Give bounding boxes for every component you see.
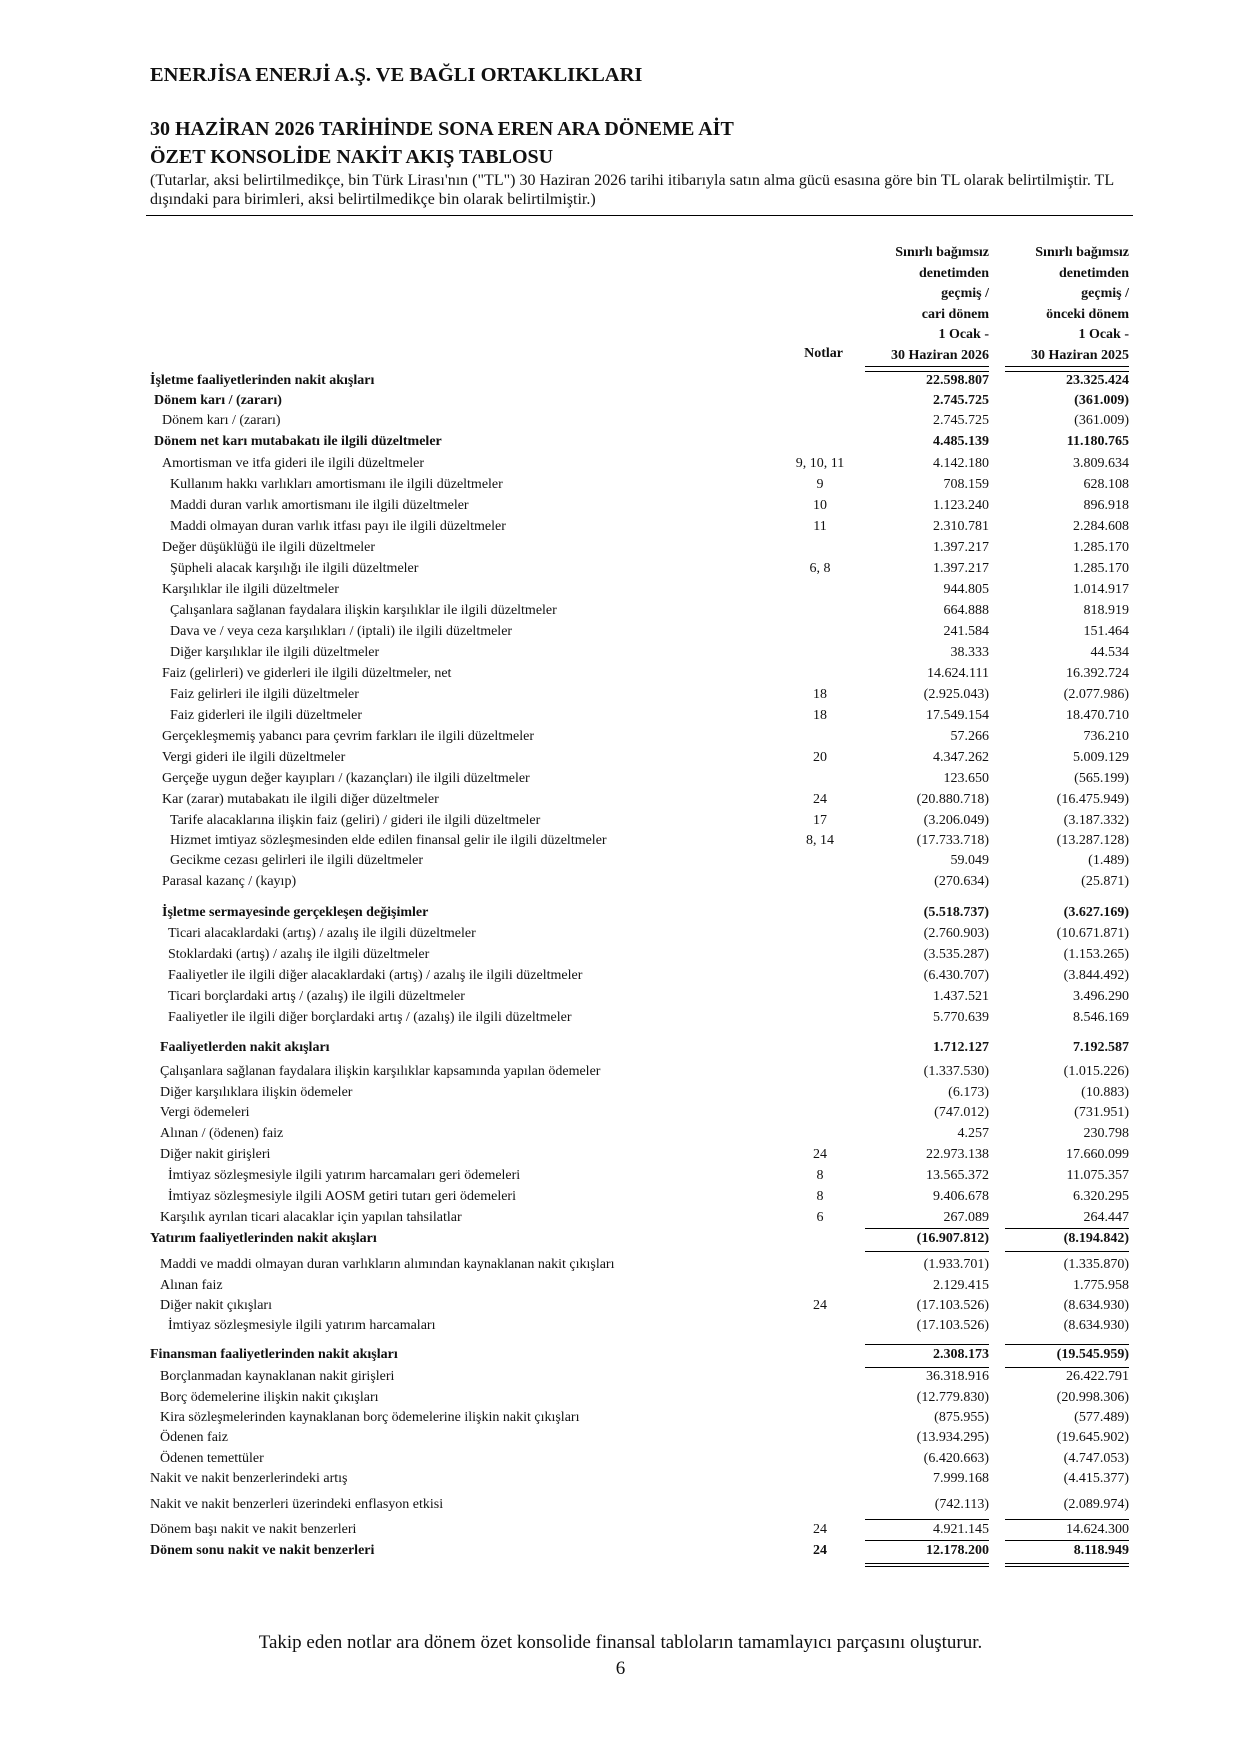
row-label: Kira sözleşmelerinden kaynaklanan borç ödemelerine ilişkin nakit çıkışları — [160, 1410, 580, 1425]
row-value-previous: (2.077.986) — [1063, 687, 1129, 702]
row-value-previous: 16.392.724 — [1066, 666, 1129, 681]
row-value-previous: 264.447 — [1083, 1210, 1129, 1225]
row-label: Faiz (gelirleri) ve giderleri ile ilgili düzeltmeler, net — [162, 666, 452, 681]
row-value-previous: (8.194.842) — [1063, 1231, 1129, 1246]
row-value-current: 7.999.168 — [933, 1471, 989, 1486]
table-row — [0, 1543, 1241, 1563]
table-row — [0, 624, 1241, 644]
column-header-line: Sınırlı bağımsız — [895, 245, 989, 260]
row-label: Alınan faiz — [160, 1278, 223, 1293]
table-row — [0, 1147, 1241, 1167]
row-value-current: 36.318.916 — [926, 1369, 989, 1384]
row-value-previous: 3.809.634 — [1073, 456, 1129, 471]
column-header-underline — [865, 366, 989, 367]
row-label: Gerçekleşmemiş yabancı para çevrim farkları ile ilgili düzeltmeler — [162, 729, 534, 744]
table-row — [0, 413, 1241, 433]
row-label: Diğer karşılıklara ilişkin ödemeler — [160, 1085, 353, 1100]
total-rule — [1005, 1563, 1129, 1564]
row-label: Ödenen faiz — [160, 1430, 229, 1445]
row-value-current: (17.103.526) — [916, 1318, 989, 1333]
row-value-previous: 151.464 — [1083, 624, 1129, 639]
table-row — [0, 373, 1241, 393]
row-label: Çalışanlara sağlanan faydalara ilişkin karşılıklar ile ilgili düzeltmeler — [170, 603, 557, 618]
row-value-current: (16.907.812) — [916, 1231, 989, 1246]
table-row — [0, 1040, 1241, 1060]
row-value-current: 1.712.127 — [933, 1040, 989, 1055]
row-value-previous: (10.883) — [1081, 1085, 1129, 1100]
row-note: 6, 8 — [809, 561, 831, 576]
statement-subtitle: (Tutarlar, aksi belirtilmedikçe, bin Türk Lirası'nın ("TL") 30 Haziran 2026 tarihi itibarıyla satın alma gücü esasına göre bin TL olarak belirtilmiştir. TL dışındaki para birimleri, aksi belirtilmedikçe bin olarak belirtilmiştir.) — [150, 172, 1114, 208]
column-header-previous — [1005, 243, 1129, 366]
row-label: Yatırım faaliyetlerinden nakit akışları — [150, 1231, 377, 1246]
table-row — [0, 708, 1241, 728]
table-row — [0, 1410, 1241, 1430]
column-header-line: geçmiş / — [941, 286, 989, 301]
row-value-current: (742.113) — [934, 1497, 989, 1512]
row-note: 8, 14 — [806, 833, 834, 848]
notes-column-header: Notlar — [804, 346, 843, 361]
total-rule — [865, 1251, 989, 1252]
row-value-previous: (565.199) — [1074, 771, 1129, 786]
row-label: Maddi ve maddi olmayan duran varlıkların alımından kaynaklanan nakit çıkışları — [160, 1257, 615, 1272]
row-value-current: 57.266 — [950, 729, 989, 744]
row-value-previous: (4.747.053) — [1063, 1451, 1129, 1466]
table-row — [0, 1390, 1241, 1410]
total-rule — [1005, 1367, 1129, 1368]
row-value-previous: (1.015.226) — [1063, 1064, 1129, 1079]
row-value-previous: (19.645.902) — [1056, 1430, 1129, 1445]
table-row — [0, 729, 1241, 749]
row-label: Dönem net karı mutabakatı ile ilgili düzeltmeler — [154, 434, 442, 449]
table-row — [0, 905, 1241, 925]
row-value-previous: 7.192.587 — [1073, 1040, 1129, 1055]
table-row — [0, 1497, 1241, 1517]
row-value-previous: 18.470.710 — [1066, 708, 1129, 723]
row-value-previous: (577.489) — [1074, 1410, 1129, 1425]
row-note: 18 — [813, 708, 827, 723]
row-label: Faaliyetler ile ilgili diğer alacaklardaki (artış) / azalış ile ilgili düzeltmeler — [168, 968, 583, 983]
row-value-previous: (1.153.265) — [1063, 947, 1129, 962]
row-note: 18 — [813, 687, 827, 702]
row-label: Borç ödemelerine ilişkin nakit çıkışları — [160, 1390, 379, 1405]
total-rule — [1005, 1251, 1129, 1252]
row-label: İşletme faaliyetlerinden nakit akışları — [150, 373, 375, 388]
table-row — [0, 393, 1241, 413]
row-label: Karşılıklar ile ilgili düzeltmeler — [162, 582, 339, 597]
row-label: Maddi duran varlık amortismanı ile ilgili düzeltmeler — [170, 498, 469, 513]
row-value-current: (13.934.295) — [916, 1430, 989, 1445]
row-note: 6 — [816, 1210, 824, 1225]
table-row — [0, 1189, 1241, 1209]
row-label: Kullanım hakkı varlıkları amortismanı ile ilgili düzeltmeler — [170, 477, 503, 492]
row-value-current: (3.535.287) — [923, 947, 989, 962]
table-row — [0, 813, 1241, 833]
row-note: 24 — [813, 1147, 827, 1162]
row-value-current: 944.805 — [943, 582, 989, 597]
row-value-current: 13.565.372 — [926, 1168, 989, 1183]
row-value-previous: 1.285.170 — [1073, 561, 1129, 576]
row-value-previous: 8.546.169 — [1073, 1010, 1129, 1025]
row-value-previous: (361.009) — [1074, 393, 1129, 408]
row-value-current: 2.745.725 — [933, 413, 989, 428]
row-label: Karşılık ayrılan ticari alacaklar için yapılan tahsilatlar — [160, 1210, 462, 1225]
row-value-current: 1.123.240 — [933, 498, 989, 513]
table-row — [0, 947, 1241, 967]
row-note: 24 — [813, 1298, 827, 1313]
row-label: Parasal kazanç / (kayıp) — [162, 874, 297, 889]
row-value-previous: (16.475.949) — [1056, 792, 1129, 807]
row-value-current: 1.437.521 — [933, 989, 989, 1004]
table-row — [0, 456, 1241, 476]
table-row — [0, 874, 1241, 894]
total-rule — [865, 1540, 989, 1541]
table-row — [0, 1471, 1241, 1491]
table-row — [0, 519, 1241, 539]
column-header-line: 1 Ocak - — [938, 327, 989, 342]
total-rule — [865, 1228, 989, 1229]
total-rule — [1005, 1344, 1129, 1345]
table-row — [0, 1369, 1241, 1389]
row-note: 8 — [816, 1189, 824, 1204]
row-value-current: 12.178.200 — [926, 1543, 989, 1558]
row-label: Nakit ve nakit benzerlerindeki artış — [150, 1471, 348, 1486]
row-label: Tarife alacaklarına ilişkin faiz (geliri) / gideri ile ilgili düzeltmeler — [170, 813, 541, 828]
row-value-previous: (3.844.492) — [1063, 968, 1129, 983]
row-label: Faiz gelirleri ile ilgili düzeltmeler — [170, 687, 359, 702]
row-value-previous: (731.951) — [1074, 1105, 1129, 1120]
row-value-previous: (8.634.930) — [1063, 1318, 1129, 1333]
row-value-previous: (10.671.871) — [1056, 926, 1129, 941]
table-row — [0, 540, 1241, 560]
row-value-current: 5.770.639 — [933, 1010, 989, 1025]
row-value-previous: 6.320.295 — [1073, 1189, 1129, 1204]
row-note: 24 — [813, 1522, 827, 1537]
table-row — [0, 603, 1241, 623]
total-rule — [865, 1563, 989, 1564]
table-row — [0, 1347, 1241, 1367]
company-name: ENERJİSA ENERJİ A.Ş. VE BAĞLI ORTAKLIKLARI — [150, 64, 643, 86]
row-label: Finansman faaliyetlerinden nakit akışları — [150, 1347, 398, 1362]
row-value-current: (2.925.043) — [923, 687, 989, 702]
row-value-previous: 14.624.300 — [1066, 1522, 1129, 1537]
row-value-current: 14.624.111 — [927, 666, 989, 681]
row-value-current: 4.257 — [957, 1126, 989, 1141]
table-row — [0, 582, 1241, 602]
row-value-current: 9.406.678 — [933, 1189, 989, 1204]
row-value-current: (2.760.903) — [923, 926, 989, 941]
row-value-current: (17.103.526) — [916, 1298, 989, 1313]
row-label: Dönem sonu nakit ve nakit benzerleri — [150, 1543, 375, 1558]
table-row — [0, 833, 1241, 853]
row-label: İmtiyaz sözleşmesiyle ilgili AOSM getiri tutarı geri ödemeleri — [168, 1189, 516, 1204]
row-value-current: (12.779.830) — [916, 1390, 989, 1405]
row-value-previous: (2.089.974) — [1063, 1497, 1129, 1512]
table-row — [0, 853, 1241, 873]
row-value-current: (747.012) — [934, 1105, 989, 1120]
row-label: Çalışanlara sağlanan faydalara ilişkin karşılıklar kapsamında yapılan ödemeler — [160, 1064, 601, 1079]
row-value-previous: (3.627.169) — [1063, 905, 1129, 920]
row-value-previous: 44.534 — [1090, 645, 1129, 660]
row-value-previous: (25.871) — [1081, 874, 1129, 889]
row-label: Alınan / (ödenen) faiz — [160, 1126, 284, 1141]
row-label: Diğer karşılıklar ile ilgili düzeltmeler — [170, 645, 380, 660]
row-value-previous: (1.489) — [1088, 853, 1129, 868]
row-value-previous: 896.918 — [1083, 498, 1129, 513]
table-row — [0, 1257, 1241, 1277]
table-row — [0, 771, 1241, 791]
row-value-current: 59.049 — [950, 853, 989, 868]
footer-note: Takip eden notlar ara dönem özet konsolide finansal tabloların tamamlayıcı parçasını oluşturur. — [258, 1632, 983, 1653]
row-value-current: 664.888 — [943, 603, 989, 618]
row-value-current: (20.880.718) — [916, 792, 989, 807]
total-rule — [1005, 1566, 1129, 1567]
row-label: Faaliyetler ile ilgili diğer borçlardaki artış / (azalış) ile ilgili düzeltmeler — [168, 1010, 572, 1025]
row-label: Stoklardaki (artış) / azalış ile ilgili düzeltmeler — [168, 947, 430, 962]
total-rule — [865, 1519, 989, 1520]
column-header-line: denetimden — [1059, 265, 1129, 281]
column-header-line: 30 Haziran 2026 — [891, 347, 989, 363]
table-row — [0, 561, 1241, 581]
column-header-line: denetimden — [919, 265, 989, 281]
row-value-previous: (20.998.306) — [1056, 1390, 1129, 1405]
row-value-previous: 8.118.949 — [1073, 1543, 1129, 1558]
table-row — [0, 1010, 1241, 1030]
row-label: Değer düşüklüğü ile ilgili düzeltmeler — [162, 540, 376, 555]
row-label: Hizmet imtiyaz sözleşmesinden elde edilen finansal gelir ile ilgili düzeltmeler — [170, 833, 607, 848]
row-value-previous: (3.187.332) — [1063, 813, 1129, 828]
table-row — [0, 1105, 1241, 1125]
table-row — [0, 645, 1241, 665]
row-value-previous: 3.496.290 — [1073, 989, 1129, 1004]
statement-title-line2: ÖZET KONSOLİDE NAKİT AKIŞ TABLOSU — [150, 146, 554, 168]
row-value-current: 2.129.415 — [933, 1278, 989, 1293]
total-rule — [865, 371, 989, 372]
column-header-line: cari dönem — [921, 306, 989, 322]
row-label: Ödenen temettüler — [160, 1451, 264, 1466]
row-value-current: (270.634) — [934, 874, 989, 889]
row-value-current: 241.584 — [943, 624, 989, 639]
row-note: 8 — [816, 1168, 824, 1183]
row-value-previous: 11.180.765 — [1066, 434, 1129, 449]
row-label: Vergi gideri ile ilgili düzeltmeler — [162, 750, 346, 765]
row-value-current: 708.159 — [943, 477, 989, 492]
table-row — [0, 666, 1241, 686]
row-label: Dava ve / veya ceza karşılıkları / (iptali) ile ilgili düzeltmeler — [170, 624, 513, 639]
row-value-previous: 1.014.917 — [1073, 582, 1129, 597]
row-value-current: (1.337.530) — [923, 1064, 989, 1079]
row-value-previous: 5.009.129 — [1073, 750, 1129, 765]
row-value-current: 2.745.725 — [933, 393, 989, 408]
column-header-line: önceki dönem — [1046, 306, 1129, 322]
row-note: 10 — [813, 498, 827, 513]
row-note: 24 — [813, 792, 827, 807]
table-row — [0, 792, 1241, 812]
row-value-current: (17.733.718) — [916, 833, 989, 848]
row-label: Gerçeğe uygun değer kayıpları / (kazançları) ile ilgili düzeltmeler — [162, 771, 530, 786]
table-row — [0, 1522, 1241, 1542]
row-value-previous: 230.798 — [1083, 1126, 1129, 1141]
row-label: Dönem karı / (zararı) — [154, 393, 282, 408]
table-row — [0, 989, 1241, 1009]
row-label: Ticari borçlardaki artış / (azalış) ile ilgili düzeltmeler — [168, 989, 465, 1004]
table-row — [0, 1064, 1241, 1084]
row-value-previous: 26.422.791 — [1066, 1369, 1129, 1384]
row-value-previous: 736.210 — [1083, 729, 1129, 744]
row-value-current: 4.485.139 — [933, 434, 989, 449]
row-label: Dönem başı nakit ve nakit benzerleri — [150, 1522, 357, 1537]
table-row — [0, 1451, 1241, 1471]
table-row — [0, 1085, 1241, 1105]
table-row — [0, 687, 1241, 707]
row-value-current: 123.650 — [943, 771, 989, 786]
row-note: 9, 10, 11 — [795, 456, 845, 471]
row-value-current: 2.310.781 — [933, 519, 989, 534]
row-value-current: (6.420.663) — [923, 1451, 989, 1466]
table-row — [0, 498, 1241, 518]
row-value-previous: (13.287.128) — [1056, 833, 1129, 848]
column-header-underline — [1005, 366, 1129, 367]
row-value-previous: (8.634.930) — [1063, 1298, 1129, 1313]
row-label: İşletme sermayesinde gerçekleşen değişimler — [162, 905, 429, 920]
row-value-previous: 17.660.099 — [1066, 1147, 1129, 1162]
statement-title-line1: 30 HAZİRAN 2026 TARİHİNDE SONA EREN ARA DÖNEME AİT — [150, 118, 734, 140]
row-label: Gecikme cezası gelirleri ile ilgili düzeltmeler — [170, 853, 424, 868]
row-value-current: 4.347.262 — [933, 750, 989, 765]
row-value-current: (6.430.707) — [923, 968, 989, 983]
row-label: Ticari alacaklardaki (artış) / azalış ile ilgili düzeltmeler — [168, 926, 476, 941]
row-value-previous: (1.335.870) — [1063, 1257, 1129, 1272]
table-row — [0, 477, 1241, 497]
total-rule — [1005, 1228, 1129, 1229]
table-row — [0, 1278, 1241, 1298]
table-row — [0, 1298, 1241, 1318]
row-value-current: 267.089 — [943, 1210, 989, 1225]
row-value-previous: 11.075.357 — [1066, 1168, 1129, 1183]
row-label: Borçlanmadan kaynaklanan nakit girişleri — [160, 1369, 395, 1384]
row-value-current: 4.921.145 — [933, 1522, 989, 1537]
row-label: Şüpheli alacak karşılığı ile ilgili düzeltmeler — [170, 561, 419, 576]
column-header-line: 1 Ocak - — [1078, 327, 1129, 342]
row-label: Maddi olmayan duran varlık itfası payı ile ilgili düzeltmeler — [170, 519, 506, 534]
column-header-line: 30 Haziran 2025 — [1031, 347, 1129, 363]
table-row — [0, 434, 1241, 454]
row-value-current: (6.173) — [948, 1085, 989, 1100]
total-rule — [1005, 371, 1129, 372]
row-note: 20 — [813, 750, 827, 765]
column-header-line: Sınırlı bağımsız — [1035, 245, 1129, 260]
total-rule — [865, 1566, 989, 1567]
table-row — [0, 926, 1241, 946]
row-label: Faiz giderleri ile ilgili düzeltmeler — [170, 708, 363, 723]
row-label: Diğer nakit girişleri — [160, 1147, 271, 1162]
column-header-line: geçmiş / — [1081, 286, 1129, 301]
row-value-previous: (4.415.377) — [1063, 1471, 1129, 1486]
row-label: Amortisman ve itfa gideri ile ilgili düzeltmeler — [162, 456, 425, 471]
total-rule — [865, 1367, 989, 1368]
row-value-current: (3.206.049) — [923, 813, 989, 828]
row-label: İmtiyaz sözleşmesiyle ilgili yatırım harcamaları geri ödemeleri — [168, 1168, 521, 1183]
row-value-current: (5.518.737) — [923, 905, 989, 920]
row-label: Vergi ödemeleri — [160, 1105, 250, 1120]
table-row — [0, 1210, 1241, 1230]
table-row — [0, 1168, 1241, 1188]
row-label: Kar (zarar) mutabakatı ile ilgili diğer düzeltmeler — [162, 792, 439, 807]
header-rule — [146, 215, 1133, 216]
row-note: 24 — [813, 1543, 827, 1558]
column-header-current — [865, 243, 989, 366]
row-value-current: 2.308.173 — [933, 1347, 989, 1362]
row-label: İmtiyaz sözleşmesiyle ilgili yatırım harcamaları — [168, 1318, 436, 1333]
row-value-current: 4.142.180 — [933, 456, 989, 471]
table-row — [0, 968, 1241, 988]
table-row — [0, 1231, 1241, 1251]
row-value-previous: 23.325.424 — [1066, 373, 1129, 388]
row-value-previous: 2.284.608 — [1073, 519, 1129, 534]
row-value-previous: 1.775.958 — [1073, 1278, 1129, 1293]
row-value-previous: 628.108 — [1083, 477, 1129, 492]
row-label: Faaliyetlerden nakit akışları — [160, 1040, 330, 1055]
row-value-previous: 1.285.170 — [1073, 540, 1129, 555]
table-row — [0, 1318, 1241, 1338]
row-value-previous: (19.545.959) — [1056, 1347, 1129, 1362]
table-row — [0, 1126, 1241, 1146]
total-rule — [1005, 1519, 1129, 1520]
row-note: 11 — [813, 519, 827, 534]
total-rule — [1005, 1540, 1129, 1541]
row-value-current: (875.955) — [934, 1410, 989, 1425]
table-row — [0, 1430, 1241, 1450]
page-number: 6 — [615, 1658, 626, 1679]
table-row — [0, 750, 1241, 770]
row-value-current: (1.933.701) — [923, 1257, 989, 1272]
row-value-current: 1.397.217 — [933, 540, 989, 555]
row-value-current: 38.333 — [950, 645, 989, 660]
row-value-current: 1.397.217 — [933, 561, 989, 576]
row-value-previous: (361.009) — [1074, 413, 1129, 428]
row-value-previous: 818.919 — [1083, 603, 1129, 618]
row-label: Nakit ve nakit benzerleri üzerindeki enflasyon etkisi — [150, 1497, 444, 1512]
row-note: 9 — [816, 477, 824, 492]
row-label: Dönem karı / (zararı) — [162, 413, 281, 428]
row-value-current: 17.549.154 — [926, 708, 989, 723]
row-value-current: 22.598.807 — [926, 373, 989, 388]
row-label: Diğer nakit çıkışları — [160, 1298, 272, 1313]
row-note: 17 — [813, 813, 827, 828]
total-rule — [865, 1344, 989, 1345]
row-value-current: 22.973.138 — [926, 1147, 989, 1162]
